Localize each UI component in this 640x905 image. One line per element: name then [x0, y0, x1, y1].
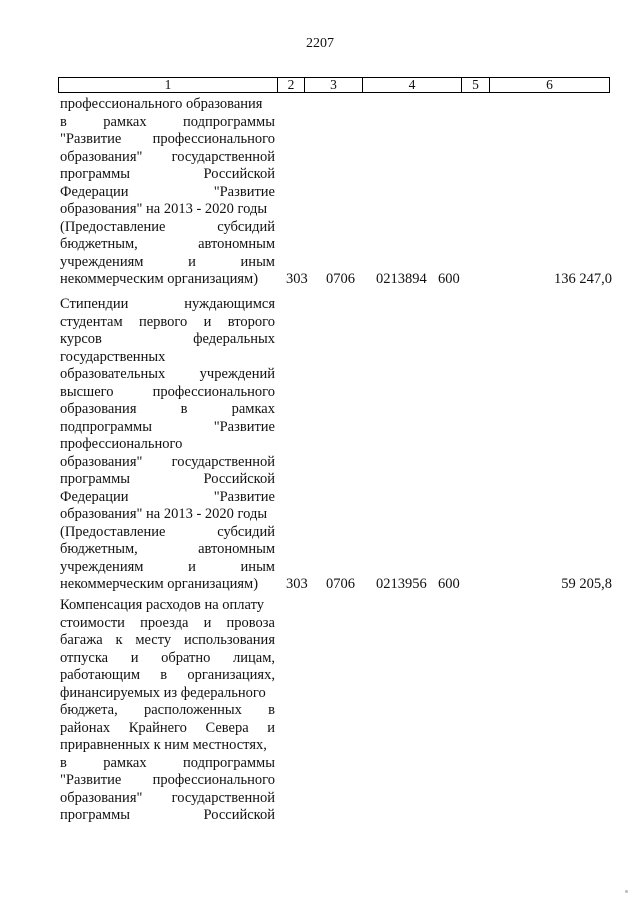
column-header-3: 3 — [305, 78, 363, 92]
description-line: Стипендии нуждающимся — [60, 296, 275, 312]
ministry-code: 303 — [286, 576, 308, 592]
section-code: 0706 — [326, 576, 355, 592]
column-header-6: 6 — [546, 77, 553, 92]
description-line: образования" государственной — [60, 148, 275, 165]
description-line: образования" на 2013 - 2020 годы — [60, 201, 268, 217]
description-line: программы Российской — [60, 807, 275, 823]
description-line: багажа к месту использования — [60, 632, 275, 648]
scan-artifact — [625, 890, 628, 893]
amount: 136 247,0 — [554, 271, 612, 287]
page-number: 2207 — [306, 36, 334, 51]
ministry-code: 303 — [286, 271, 308, 287]
column-header-1: 1 — [59, 78, 278, 92]
description-line: профессионального — [60, 436, 183, 452]
description-line: в рамках подпрограммы — [60, 113, 275, 130]
column-header-5: 5 — [462, 78, 490, 92]
description-line: некоммерческим организациям) — [60, 576, 259, 592]
description-line: "Развитие профессионального — [60, 772, 275, 788]
description-line: программы Российской — [60, 166, 275, 182]
description-line: курсов федеральных — [60, 331, 275, 347]
description-line: образования" государственной — [60, 453, 275, 470]
description-line: работающим в организациях, — [60, 667, 275, 683]
description-line: Федерации "Развитие — [60, 183, 275, 200]
description-line: образования" на 2013 - 2020 годы — [60, 506, 268, 522]
amount: 59 205,8 — [561, 576, 612, 592]
description-line: отпуска и обратно лицам, — [60, 649, 275, 666]
column-header-2: 2 — [278, 78, 305, 92]
target-article-code: 0213956 — [376, 576, 427, 592]
description-line: профессионального образования — [60, 96, 263, 112]
description-line: подпрограммы "Развитие — [60, 418, 275, 435]
description-line: (Предоставление субсидий — [60, 523, 275, 540]
description-line: некоммерческим организациям) — [60, 271, 259, 287]
description-line: Компенсация расходов на оплату — [60, 597, 264, 613]
description-line: (Предоставление субсидий — [60, 218, 275, 235]
row-description — [60, 96, 275, 289]
description-line: Федерации "Развитие — [60, 488, 275, 505]
description-line: государственных — [60, 348, 166, 365]
description-line: студентам первого и второго — [60, 313, 275, 330]
row-description — [60, 597, 275, 825]
column-header-4: 4 — [363, 78, 462, 92]
description-line: высшего профессионального — [60, 383, 275, 400]
description-line: финансируемых из федерального — [60, 684, 266, 701]
description-line: приравненных к ним местностях, — [60, 737, 267, 753]
target-article-code: 0213894 — [376, 271, 427, 287]
description-line: районах Крайнего Севера и — [60, 719, 275, 736]
row-description — [60, 296, 275, 594]
table-header-row — [58, 77, 610, 93]
expense-type-code: 600 — [438, 576, 460, 592]
description-line: стоимости проезда и провоза — [60, 614, 275, 631]
description-line: "Развитие профессионального — [60, 131, 275, 147]
description-line: образования в рамках — [60, 401, 275, 417]
description-line: учреждениям и иным — [60, 253, 275, 270]
description-line: бюджетным, автономным — [60, 541, 275, 557]
description-line: образовательных учреждений — [60, 366, 275, 382]
description-line: программы Российской — [60, 471, 275, 487]
section-code: 0706 — [326, 271, 355, 287]
description-line: в рамках подпрограммы — [60, 754, 275, 771]
description-line: учреждениям и иным — [60, 558, 275, 575]
description-line: образования" государственной — [60, 789, 275, 806]
description-line: бюджетным, автономным — [60, 236, 275, 252]
description-line: бюджета, расположенных в — [60, 702, 275, 718]
expense-type-code: 600 — [438, 271, 460, 287]
